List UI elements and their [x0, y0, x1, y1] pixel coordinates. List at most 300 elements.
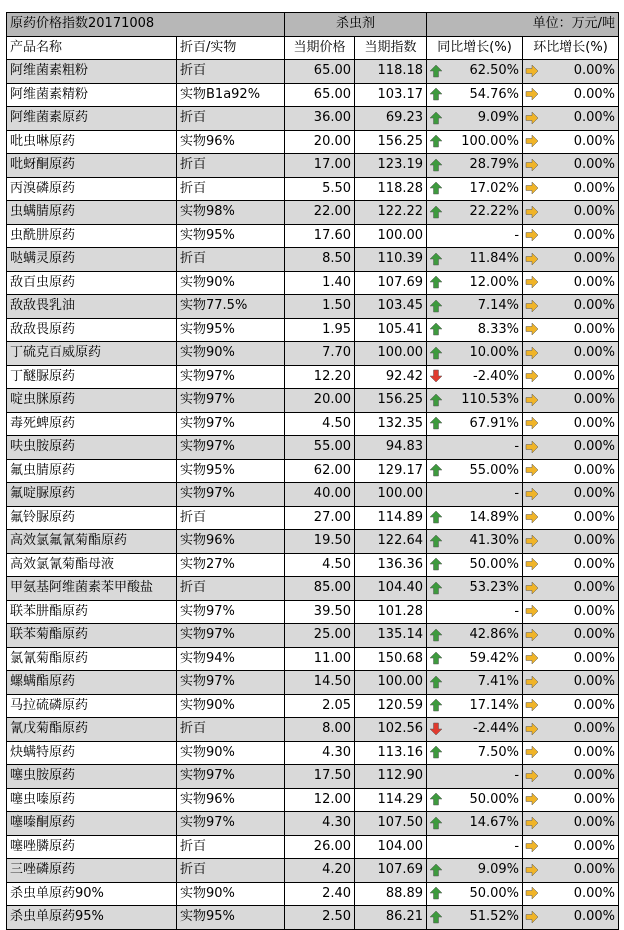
product-name: 虫酰肼原药 — [7, 224, 177, 248]
yoy-up-arrow-icon — [427, 788, 445, 812]
current-price: 11.00 — [285, 647, 355, 671]
current-index: 120.59 — [355, 694, 427, 718]
mom-right-arrow-icon — [523, 248, 541, 272]
mom-right-arrow-icon — [523, 600, 541, 624]
table-row — [7, 248, 619, 272]
table-row — [7, 812, 619, 836]
mom-right-arrow-icon — [523, 553, 541, 577]
mom-right-arrow-icon — [523, 130, 541, 154]
current-index: 123.19 — [355, 154, 427, 178]
current-price: 1.50 — [285, 295, 355, 319]
mom-right-arrow-icon — [523, 436, 541, 460]
current-price: 2.05 — [285, 694, 355, 718]
table-row — [7, 60, 619, 84]
mom-change: 0.00% — [541, 248, 619, 272]
table-row — [7, 154, 619, 178]
current-price: 85.00 — [285, 577, 355, 601]
col-header-spec: 折百/实物 — [177, 36, 285, 60]
mom-right-arrow-icon — [523, 624, 541, 648]
current-index: 101.28 — [355, 600, 427, 624]
yoy-change: 42.86% — [445, 624, 523, 648]
mom-change: 0.00% — [541, 154, 619, 178]
mom-change: 0.00% — [541, 318, 619, 342]
yoy-change: 7.41% — [445, 671, 523, 695]
table-row — [7, 600, 619, 624]
mom-change: 0.00% — [541, 295, 619, 319]
yoy-change: 51.52% — [445, 906, 523, 930]
current-price: 17.00 — [285, 154, 355, 178]
mom-change: 0.00% — [541, 83, 619, 107]
product-spec: 实物27% — [177, 553, 285, 577]
current-index: 102.56 — [355, 718, 427, 742]
current-price: 4.50 — [285, 412, 355, 436]
mom-right-arrow-icon — [523, 906, 541, 930]
product-name: 氟铃脲原药 — [7, 506, 177, 530]
product-name: 丁醚脲原药 — [7, 365, 177, 389]
header-row — [7, 36, 619, 60]
yoy-change: 41.30% — [445, 530, 523, 554]
current-price: 36.00 — [285, 107, 355, 131]
current-index: 104.40 — [355, 577, 427, 601]
yoy-change: 50.00% — [445, 788, 523, 812]
product-name: 噻虫胺原药 — [7, 765, 177, 789]
product-spec: 实物90% — [177, 882, 285, 906]
product-name: 吡蚜酮原药 — [7, 154, 177, 178]
current-index: 100.00 — [355, 671, 427, 695]
yoy-up-arrow-icon — [427, 318, 445, 342]
yoy-up-arrow-icon — [427, 154, 445, 178]
table-row — [7, 318, 619, 342]
yoy-change: 17.02% — [445, 177, 523, 201]
product-name: 联苯菊酯原药 — [7, 624, 177, 648]
table-row — [7, 765, 619, 789]
current-price: 22.00 — [285, 201, 355, 225]
product-spec: 折百 — [177, 154, 285, 178]
mom-right-arrow-icon — [523, 83, 541, 107]
mom-right-arrow-icon — [523, 318, 541, 342]
product-spec: 实物97% — [177, 436, 285, 460]
yoy-change: 55.00% — [445, 459, 523, 483]
yoy-arrow-empty — [427, 765, 445, 789]
mom-right-arrow-icon — [523, 671, 541, 695]
mom-right-arrow-icon — [523, 201, 541, 225]
table-row — [7, 295, 619, 319]
yoy-up-arrow-icon — [427, 271, 445, 295]
yoy-arrow-empty — [427, 224, 445, 248]
product-spec: 实物97% — [177, 365, 285, 389]
mom-change: 0.00% — [541, 835, 619, 859]
current-price: 1.40 — [285, 271, 355, 295]
product-spec: 实物95% — [177, 906, 285, 930]
product-spec: 实物94% — [177, 647, 285, 671]
product-name: 虫螨腈原药 — [7, 201, 177, 225]
yoy-change: - — [445, 436, 523, 460]
product-spec: 实物95% — [177, 318, 285, 342]
mom-right-arrow-icon — [523, 882, 541, 906]
mom-right-arrow-icon — [523, 741, 541, 765]
mom-right-arrow-icon — [523, 177, 541, 201]
table-row — [7, 389, 619, 413]
product-spec: 实物97% — [177, 600, 285, 624]
current-price: 4.30 — [285, 812, 355, 836]
mom-change: 0.00% — [541, 765, 619, 789]
current-index: 105.41 — [355, 318, 427, 342]
current-price: 26.00 — [285, 835, 355, 859]
current-price: 17.50 — [285, 765, 355, 789]
product-spec: 实物90% — [177, 741, 285, 765]
current-index: 103.17 — [355, 83, 427, 107]
product-spec: 实物96% — [177, 530, 285, 554]
product-spec: 实物97% — [177, 483, 285, 507]
current-price: 7.70 — [285, 342, 355, 366]
mom-change: 0.00% — [541, 553, 619, 577]
product-name: 氰戊菊酯原药 — [7, 718, 177, 742]
product-spec: 折百 — [177, 60, 285, 84]
product-name: 氟虫腈原药 — [7, 459, 177, 483]
mom-change: 0.00% — [541, 741, 619, 765]
yoy-up-arrow-icon — [427, 295, 445, 319]
yoy-arrow-empty — [427, 436, 445, 460]
current-index: 110.39 — [355, 248, 427, 272]
product-name: 哒螨灵原药 — [7, 248, 177, 272]
yoy-arrow-empty — [427, 483, 445, 507]
product-spec: 实物97% — [177, 671, 285, 695]
current-index: 103.45 — [355, 295, 427, 319]
current-index: 112.90 — [355, 765, 427, 789]
mom-right-arrow-icon — [523, 835, 541, 859]
product-spec: 实物B1a92% — [177, 83, 285, 107]
current-price: 39.50 — [285, 600, 355, 624]
yoy-change: 14.67% — [445, 812, 523, 836]
mom-change: 0.00% — [541, 412, 619, 436]
yoy-change: -2.40% — [445, 365, 523, 389]
product-name: 丙溴磷原药 — [7, 177, 177, 201]
table-row — [7, 365, 619, 389]
yoy-up-arrow-icon — [427, 201, 445, 225]
yoy-change: 22.22% — [445, 201, 523, 225]
current-index: 135.14 — [355, 624, 427, 648]
mom-change: 0.00% — [541, 694, 619, 718]
product-spec: 折百 — [177, 248, 285, 272]
current-index: 113.16 — [355, 741, 427, 765]
mom-change: 0.00% — [541, 483, 619, 507]
yoy-up-arrow-icon — [427, 389, 445, 413]
product-spec: 折百 — [177, 177, 285, 201]
product-spec: 实物97% — [177, 412, 285, 436]
product-spec: 折百 — [177, 718, 285, 742]
yoy-up-arrow-icon — [427, 107, 445, 131]
mom-right-arrow-icon — [523, 788, 541, 812]
yoy-change: 8.33% — [445, 318, 523, 342]
yoy-up-arrow-icon — [427, 412, 445, 436]
current-index: 94.83 — [355, 436, 427, 460]
mom-right-arrow-icon — [523, 295, 541, 319]
mom-right-arrow-icon — [523, 342, 541, 366]
yoy-up-arrow-icon — [427, 741, 445, 765]
mom-right-arrow-icon — [523, 718, 541, 742]
table-row — [7, 107, 619, 131]
table-row — [7, 83, 619, 107]
col-header-yoy: 同比增长(%) — [427, 36, 523, 60]
yoy-change: 9.09% — [445, 859, 523, 883]
mom-change: 0.00% — [541, 859, 619, 883]
table-row — [7, 530, 619, 554]
yoy-up-arrow-icon — [427, 130, 445, 154]
current-price: 8.50 — [285, 248, 355, 272]
current-price: 65.00 — [285, 83, 355, 107]
product-spec: 实物95% — [177, 459, 285, 483]
col-header-index: 当期指数 — [355, 36, 427, 60]
current-price: 12.00 — [285, 788, 355, 812]
title-row — [7, 13, 619, 37]
yoy-change: 50.00% — [445, 553, 523, 577]
yoy-change: 7.50% — [445, 741, 523, 765]
current-index: 156.25 — [355, 389, 427, 413]
product-name: 敌敌畏乳油 — [7, 295, 177, 319]
mom-change: 0.00% — [541, 365, 619, 389]
current-price: 40.00 — [285, 483, 355, 507]
current-index: 114.29 — [355, 788, 427, 812]
mom-change: 0.00% — [541, 671, 619, 695]
yoy-change: 9.09% — [445, 107, 523, 131]
product-spec: 实物97% — [177, 765, 285, 789]
yoy-up-arrow-icon — [427, 342, 445, 366]
yoy-change: 54.76% — [445, 83, 523, 107]
current-price: 25.00 — [285, 624, 355, 648]
mom-change: 0.00% — [541, 130, 619, 154]
mom-change: 0.00% — [541, 906, 619, 930]
product-spec: 实物96% — [177, 788, 285, 812]
product-name: 毒死蜱原药 — [7, 412, 177, 436]
current-price: 20.00 — [285, 389, 355, 413]
current-price: 4.30 — [285, 741, 355, 765]
yoy-up-arrow-icon — [427, 812, 445, 836]
yoy-change: - — [445, 600, 523, 624]
mom-right-arrow-icon — [523, 530, 541, 554]
product-name: 高效氯氰菊酯母液 — [7, 553, 177, 577]
yoy-change: - — [445, 224, 523, 248]
mom-change: 0.00% — [541, 812, 619, 836]
mom-change: 0.00% — [541, 647, 619, 671]
table-row — [7, 553, 619, 577]
yoy-change: 110.53% — [445, 389, 523, 413]
table-row — [7, 859, 619, 883]
mom-change: 0.00% — [541, 718, 619, 742]
yoy-change: 7.14% — [445, 295, 523, 319]
current-index: 107.50 — [355, 812, 427, 836]
current-price: 8.00 — [285, 718, 355, 742]
mom-right-arrow-icon — [523, 412, 541, 436]
current-price: 27.00 — [285, 506, 355, 530]
yoy-up-arrow-icon — [427, 624, 445, 648]
current-index: 122.22 — [355, 201, 427, 225]
price-index-table — [6, 12, 619, 930]
mom-change: 0.00% — [541, 600, 619, 624]
table-row — [7, 694, 619, 718]
product-spec: 实物90% — [177, 342, 285, 366]
table-row — [7, 835, 619, 859]
yoy-change: - — [445, 765, 523, 789]
category-title: 杀虫剂 — [285, 13, 427, 37]
mom-change: 0.00% — [541, 436, 619, 460]
product-spec: 实物77.5% — [177, 295, 285, 319]
current-index: 86.21 — [355, 906, 427, 930]
yoy-up-arrow-icon — [427, 882, 445, 906]
table-row — [7, 741, 619, 765]
yoy-change: - — [445, 483, 523, 507]
product-name: 杀虫单原药95% — [7, 906, 177, 930]
current-price: 2.50 — [285, 906, 355, 930]
price-index-sheet — [6, 12, 618, 930]
current-price: 12.20 — [285, 365, 355, 389]
col-header-mom: 环比增长(%) — [523, 36, 619, 60]
current-index: 136.36 — [355, 553, 427, 577]
product-spec: 实物95% — [177, 224, 285, 248]
product-name: 啶虫脒原药 — [7, 389, 177, 413]
mom-change: 0.00% — [541, 107, 619, 131]
yoy-up-arrow-icon — [427, 577, 445, 601]
mom-right-arrow-icon — [523, 647, 541, 671]
yoy-up-arrow-icon — [427, 248, 445, 272]
yoy-change: -2.44% — [445, 718, 523, 742]
table-row — [7, 577, 619, 601]
current-price: 55.00 — [285, 436, 355, 460]
yoy-up-arrow-icon — [427, 530, 445, 554]
product-name: 联苯肼酯原药 — [7, 600, 177, 624]
current-price: 2.40 — [285, 882, 355, 906]
product-name: 噻唑膦原药 — [7, 835, 177, 859]
yoy-up-arrow-icon — [427, 671, 445, 695]
yoy-change: 10.00% — [445, 342, 523, 366]
yoy-change: 100.00% — [445, 130, 523, 154]
yoy-change: 50.00% — [445, 882, 523, 906]
product-name: 吡虫啉原药 — [7, 130, 177, 154]
product-name: 三唑磷原药 — [7, 859, 177, 883]
yoy-arrow-empty — [427, 600, 445, 624]
mom-right-arrow-icon — [523, 154, 541, 178]
product-spec: 实物97% — [177, 624, 285, 648]
table-row — [7, 483, 619, 507]
mom-right-arrow-icon — [523, 389, 541, 413]
product-name: 噻虫嗪原药 — [7, 788, 177, 812]
current-index: 100.00 — [355, 224, 427, 248]
current-index: 122.64 — [355, 530, 427, 554]
current-index: 107.69 — [355, 859, 427, 883]
yoy-change: - — [445, 835, 523, 859]
product-name: 阿维菌素原药 — [7, 107, 177, 131]
table-row — [7, 271, 619, 295]
table-row — [7, 906, 619, 930]
product-spec: 实物97% — [177, 812, 285, 836]
yoy-up-arrow-icon — [427, 553, 445, 577]
product-name: 氟啶脲原药 — [7, 483, 177, 507]
product-name: 阿维菌素精粉 — [7, 83, 177, 107]
current-price: 14.50 — [285, 671, 355, 695]
table-row — [7, 224, 619, 248]
current-price: 4.50 — [285, 553, 355, 577]
mom-right-arrow-icon — [523, 577, 541, 601]
product-name: 高效氯氟氰菊酯原药 — [7, 530, 177, 554]
yoy-change: 14.89% — [445, 506, 523, 530]
mom-right-arrow-icon — [523, 859, 541, 883]
mom-change: 0.00% — [541, 224, 619, 248]
table-row — [7, 412, 619, 436]
product-name: 丁硫克百威原药 — [7, 342, 177, 366]
product-name: 马拉硫磷原药 — [7, 694, 177, 718]
product-name: 阿维菌素粗粉 — [7, 60, 177, 84]
current-index: 150.68 — [355, 647, 427, 671]
mom-right-arrow-icon — [523, 365, 541, 389]
product-name: 炔螨特原药 — [7, 741, 177, 765]
mom-right-arrow-icon — [523, 812, 541, 836]
product-spec: 实物90% — [177, 694, 285, 718]
current-price: 17.60 — [285, 224, 355, 248]
mom-right-arrow-icon — [523, 765, 541, 789]
table-row — [7, 177, 619, 201]
col-header-name: 产品名称 — [7, 36, 177, 60]
current-index: 104.00 — [355, 835, 427, 859]
current-index: 100.00 — [355, 342, 427, 366]
product-name: 敌敌畏原药 — [7, 318, 177, 342]
yoy-up-arrow-icon — [427, 906, 445, 930]
product-spec: 折百 — [177, 577, 285, 601]
mom-right-arrow-icon — [523, 60, 541, 84]
product-spec: 实物98% — [177, 201, 285, 225]
table-row — [7, 506, 619, 530]
yoy-up-arrow-icon — [427, 694, 445, 718]
current-index: 156.25 — [355, 130, 427, 154]
yoy-up-arrow-icon — [427, 177, 445, 201]
current-index: 69.23 — [355, 107, 427, 131]
table-row — [7, 671, 619, 695]
table-row — [7, 436, 619, 460]
table-row — [7, 647, 619, 671]
table-row — [7, 718, 619, 742]
table-row — [7, 201, 619, 225]
mom-right-arrow-icon — [523, 506, 541, 530]
product-name: 甲氨基阿维菌素苯甲酸盐 — [7, 577, 177, 601]
unit-label: 单位：万元/吨 — [427, 13, 619, 37]
mom-change: 0.00% — [541, 271, 619, 295]
yoy-change: 11.84% — [445, 248, 523, 272]
current-price: 19.50 — [285, 530, 355, 554]
product-spec: 实物90% — [177, 271, 285, 295]
yoy-up-arrow-icon — [427, 647, 445, 671]
mom-change: 0.00% — [541, 530, 619, 554]
mom-right-arrow-icon — [523, 459, 541, 483]
current-price: 65.00 — [285, 60, 355, 84]
product-name: 呋虫胺原药 — [7, 436, 177, 460]
current-index: 118.28 — [355, 177, 427, 201]
col-header-price: 当期价格 — [285, 36, 355, 60]
product-name: 螺螨酯原药 — [7, 671, 177, 695]
current-price: 20.00 — [285, 130, 355, 154]
current-index: 118.18 — [355, 60, 427, 84]
current-index: 100.00 — [355, 483, 427, 507]
current-price: 5.50 — [285, 177, 355, 201]
product-name: 噻嗪酮原药 — [7, 812, 177, 836]
table-row — [7, 624, 619, 648]
product-name: 氯氰菊酯原药 — [7, 647, 177, 671]
mom-change: 0.00% — [541, 389, 619, 413]
table-row — [7, 459, 619, 483]
yoy-change: 53.23% — [445, 577, 523, 601]
table-row — [7, 882, 619, 906]
current-index: 88.89 — [355, 882, 427, 906]
product-spec: 实物96% — [177, 130, 285, 154]
mom-change: 0.00% — [541, 201, 619, 225]
current-index: 114.89 — [355, 506, 427, 530]
